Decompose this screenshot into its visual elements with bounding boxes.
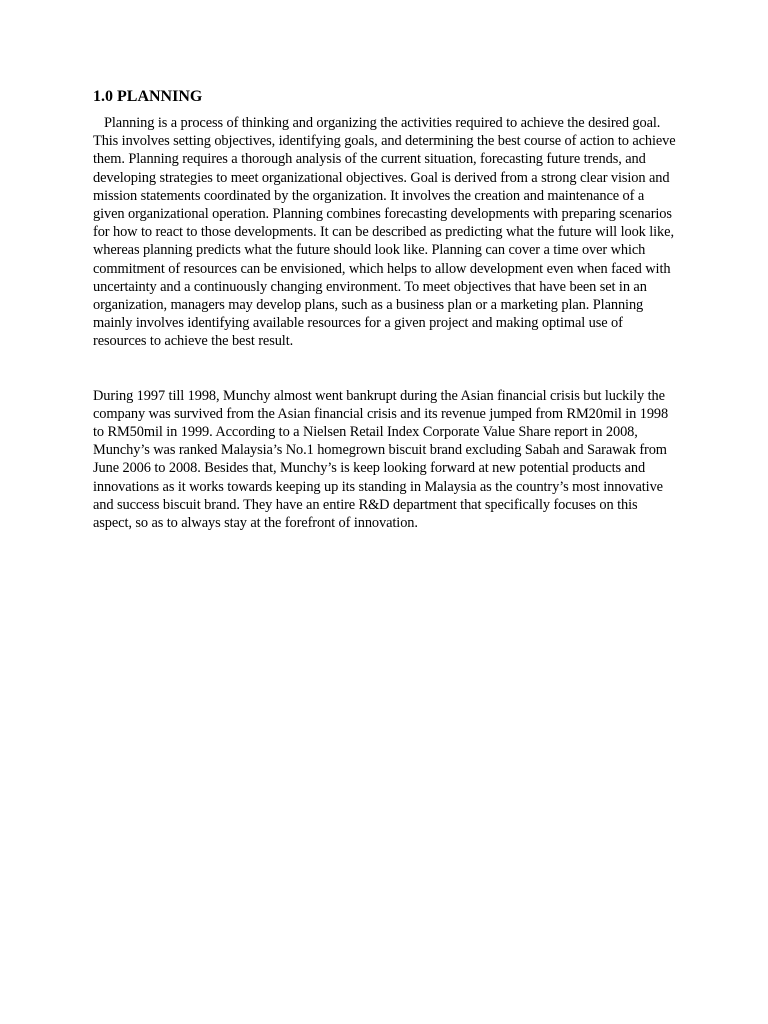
document-page <box>93 86 677 532</box>
munchy-history-paragraph: During 1997 till 1998, Munchy almost went bankrupt during the Asian financial crisis but luckily the company was survived from the Asian financial crisis and its revenue jumped from RM20mil in 1998 to RM50mil in 1999. According to a Nielsen Retail Index Corporate Value Share report in 2008, Munchy’s was ranked Malaysia’s No.1 homegrown biscuit brand excluding Sabah and Sarawak from June 2006 to 2008. Besides that, Munchy’s is keep looking forward at new potential products and innovations as it works towards keeping up its standing in Malaysia as the country’s most innovative and success biscuit brand. They have an entire R&D department that specifically focuses on this aspect, so as to always stay at the forefront of innovation. <box>93 387 669 532</box>
paragraph-spacer <box>93 351 677 387</box>
section-heading: 1.0 PLANNING <box>93 88 203 105</box>
planning-paragraph: Planning is a process of thinking and organizing the activities required to achieve the desired goal. This involves setting objectives, identifying goals, and determining the best course of action to achieve them. Planning requires a thorough analysis of the current situation, forecasting future trends, and developing strategies to meet organizational objectives. Goal is derived from a strong clear vision and mission statements coordinated by the organization. It involves the creation and maintenance of a given organizational operation. Planning combines forecasting developments with preparing scenarios for how to react to those developments. It can be described as predicting what the future will look like, whereas planning predicts what the future should look like. Planning can cover a time over which commitment of resources can be envisioned, which helps to allow development even when faced with uncertainty and a continuously changing environment. To meet objectives that have been set in an organization, managers may develop plans, such as a business plan or a marketing plan. Planning mainly involves identifying available resources for a given project and making optimal use of resources to achieve the best result. <box>93 115 676 350</box>
